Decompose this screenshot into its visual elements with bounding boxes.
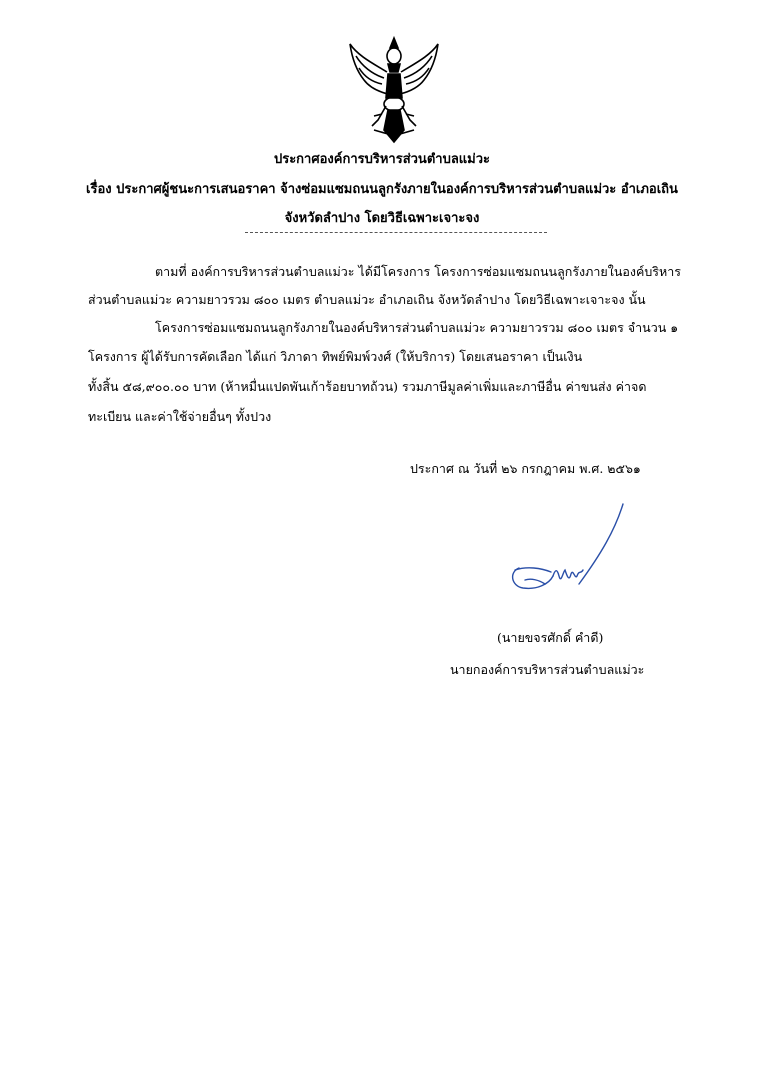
signatory-position: นายกองค์การบริหารส่วนตำบลแม่วะ — [450, 662, 645, 677]
paragraph-1-line-2: ส่วนตำบลแม่วะ ความยาวรวม ๘๐๐ เมตร ตำบลแม่วะ อำเภอเถิน จังหวัดลำปาง โดยวิธีเฉพาะเจาะจง นั้น — [88, 292, 646, 307]
announcement-date: ประกาศ ณ วันที่ ๒๖ กรกฎาคม พ.ศ. ๒๕๖๑ — [410, 461, 641, 476]
subject-line-2: จังหวัดลำปาง โดยวิธีเฉพาะเจาะจง — [284, 211, 480, 226]
announcement-title: ประกาศองค์การบริหารส่วนตำบลแม่วะ — [273, 152, 491, 167]
divider — [245, 232, 547, 233]
paragraph-2-line-3: ทั้งสิ้น ๕๘,๙๐๐.๐๐ บาท (ห้าหมื่นแปดพันเก้าร้อยบาทถ้วน) รวมภาษีมูลค่าเพิ่มและภาษีอื่น ค่าขนส่ง ค่าจด — [88, 379, 647, 394]
paragraph-2-line-2: โครงการ ผู้ได้รับการคัดเลือก ได้แก่ วิภาดา ทิพย์พิมพ์วงศ์ (ให้บริการ) โดยเสนอราคา เป็นเงิน — [88, 349, 583, 364]
signatory-name: (นายขจรศักดิ์ คำดี) — [497, 630, 604, 645]
paragraph-1-line-1: ตามที่ องค์การบริหารส่วนตำบลแม่วะ ได้มีโครงการ โครงการซ่อมแซมถนนลูกรังภายในองค์บริหาร — [155, 264, 681, 279]
garuda-emblem — [344, 34, 444, 146]
signature — [505, 500, 630, 595]
paragraph-2-line-1: โครงการซ่อมแซมถนนลูกรังภายในองค์บริหารส่วนตำบลแม่วะ ความยาวรวม ๘๐๐ เมตร จำนวน ๑ — [155, 320, 679, 335]
subject-line-1: เรื่อง ประกาศผู้ชนะการเสนอราคา จ้างซ่อมแซมถนนลูกรังภายในองค์การบริหารส่วนตำบลแม่วะ อำเภอเถิน — [86, 182, 678, 197]
paragraph-2-line-4: ทะเบียน และค่าใช้จ่ายอื่นๆ ทั้งปวง — [88, 409, 272, 424]
